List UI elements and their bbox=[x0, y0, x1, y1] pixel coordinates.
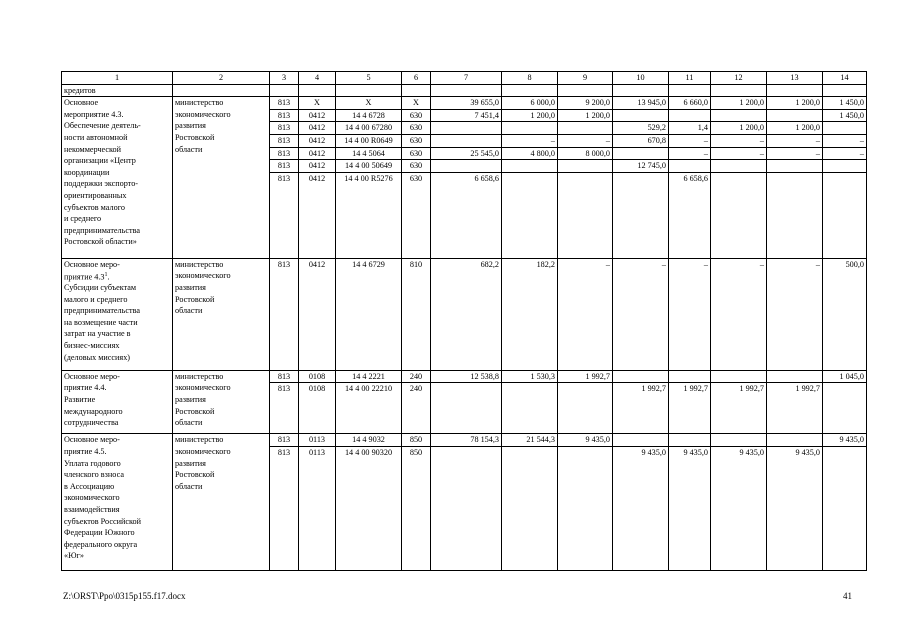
value-cell: 813 bbox=[270, 160, 299, 173]
value-cell bbox=[767, 434, 823, 447]
value-cell: – bbox=[767, 258, 823, 370]
executor-cell bbox=[173, 258, 270, 370]
executor-cell-line: развития bbox=[175, 121, 206, 131]
value-cell bbox=[823, 160, 867, 173]
value-cell bbox=[669, 434, 711, 447]
value-cell: 14 4 5064 bbox=[336, 147, 402, 160]
value-cell: X bbox=[402, 97, 431, 110]
value-cell: 813 bbox=[270, 134, 299, 147]
table-cell bbox=[431, 84, 502, 97]
value-cell: X bbox=[299, 97, 336, 110]
value-cell: 1 045,0 bbox=[823, 370, 867, 383]
table-cell bbox=[402, 84, 431, 97]
activity-name-cell-line: международного bbox=[64, 406, 123, 416]
activity-name-cell bbox=[62, 258, 173, 370]
value-cell: 630 bbox=[402, 134, 431, 147]
value-cell: 810 bbox=[402, 258, 431, 370]
value-cell: – bbox=[669, 258, 711, 370]
executor-cell-line: экономического bbox=[175, 271, 231, 281]
value-cell: 682,2 bbox=[431, 258, 502, 370]
value-cell: 1 200,0 bbox=[767, 97, 823, 110]
value-cell: 9 200,0 bbox=[558, 97, 613, 110]
value-cell: – bbox=[823, 134, 867, 147]
value-cell bbox=[558, 122, 613, 135]
table-cell bbox=[336, 84, 402, 97]
value-cell: 12 538,8 bbox=[431, 370, 502, 383]
value-cell: – bbox=[502, 134, 558, 147]
activity-name-cell-line: предпринимательства bbox=[64, 306, 140, 316]
activity-name-cell-line: малого и среднего bbox=[64, 294, 128, 304]
column-number-cell: 13 bbox=[767, 72, 823, 85]
value-cell: 9 435,0 bbox=[669, 446, 711, 570]
column-number-cell: 6 bbox=[402, 72, 431, 85]
executor-cell-line: Ростовской bbox=[175, 294, 215, 304]
executor-cell-line: экономического bbox=[175, 383, 231, 393]
activity-name-cell-line: мероприятие 4.3. bbox=[64, 109, 124, 119]
value-cell: 9 435,0 bbox=[613, 446, 669, 570]
value-cell: 813 bbox=[270, 109, 299, 122]
activity-name-cell-line: предпринимательства bbox=[64, 225, 140, 235]
value-cell: 630 bbox=[402, 122, 431, 135]
executor-cell-line: министерство bbox=[175, 435, 224, 445]
executor-cell-line: экономического bbox=[175, 109, 231, 119]
executor-cell-line: министерство bbox=[175, 98, 224, 108]
activity-name-cell-line: (деловых миссиях) bbox=[64, 352, 131, 362]
activity-name-cell bbox=[62, 97, 173, 259]
value-cell: 813 bbox=[270, 258, 299, 370]
value-cell bbox=[711, 434, 767, 447]
column-number-cell: 4 bbox=[299, 72, 336, 85]
value-cell bbox=[613, 172, 669, 258]
value-cell: 813 bbox=[270, 446, 299, 570]
value-cell: – bbox=[823, 147, 867, 160]
value-cell: 500,0 bbox=[823, 258, 867, 370]
value-cell: 0412 bbox=[299, 258, 336, 370]
value-cell: – bbox=[767, 147, 823, 160]
value-cell bbox=[669, 370, 711, 383]
value-cell: 182,2 bbox=[502, 258, 558, 370]
value-cell: 14 4 00 R0649 bbox=[336, 134, 402, 147]
value-cell: 850 bbox=[402, 434, 431, 447]
column-number-cell: 7 bbox=[431, 72, 502, 85]
activity-name-cell-line: приятие 4.4. bbox=[64, 383, 107, 393]
value-cell: 813 bbox=[270, 147, 299, 160]
executor-cell-line: Ростовской bbox=[175, 470, 215, 480]
column-number-cell: 10 bbox=[613, 72, 669, 85]
activity-name-cell-line: экономического bbox=[64, 493, 120, 503]
activity-name-cell-line: Уплата годового bbox=[64, 458, 121, 468]
value-cell: 14 4 00 90320 bbox=[336, 446, 402, 570]
value-cell: 14 4 00 R5276 bbox=[336, 172, 402, 258]
value-cell: 39 655,0 bbox=[431, 97, 502, 110]
value-cell: 813 bbox=[270, 122, 299, 135]
footnote-superscript: 1 bbox=[104, 272, 108, 279]
value-cell: – bbox=[558, 134, 613, 147]
value-cell: 7 451,4 bbox=[431, 109, 502, 122]
activity-name-cell-line: некоммерческой bbox=[64, 144, 122, 154]
activity-name-cell-line: затрат на участие в bbox=[64, 329, 131, 339]
executor-cell-line: экономического bbox=[175, 446, 231, 456]
value-cell bbox=[502, 122, 558, 135]
value-cell bbox=[431, 122, 502, 135]
value-cell bbox=[767, 109, 823, 122]
activity-name-cell-line: в Ассоциацию bbox=[64, 481, 115, 491]
executor-cell-line: министерство bbox=[175, 371, 224, 381]
value-cell bbox=[431, 446, 502, 570]
table-row bbox=[62, 72, 867, 85]
value-cell: 6 660,0 bbox=[669, 97, 711, 110]
value-cell: 0108 bbox=[299, 383, 336, 434]
value-cell: 0412 bbox=[299, 122, 336, 135]
value-cell: 13 945,0 bbox=[613, 97, 669, 110]
column-number-cell: 11 bbox=[669, 72, 711, 85]
activity-name-cell-line: Основное меро- bbox=[64, 435, 120, 445]
table-cell bbox=[823, 84, 867, 97]
table-cell bbox=[173, 84, 270, 97]
table-cell bbox=[613, 84, 669, 97]
value-cell bbox=[823, 446, 867, 570]
activity-name-cell-line: на возмещение части bbox=[64, 317, 138, 327]
activity-name-cell-line: «Юг» bbox=[64, 551, 84, 561]
value-cell bbox=[823, 122, 867, 135]
value-cell bbox=[823, 172, 867, 258]
value-cell bbox=[823, 383, 867, 434]
value-cell: 1 200,0 bbox=[711, 122, 767, 135]
value-cell bbox=[558, 383, 613, 434]
value-cell bbox=[558, 160, 613, 173]
value-cell: 6 658,6 bbox=[431, 172, 502, 258]
value-cell: 0113 bbox=[299, 434, 336, 447]
value-cell: – bbox=[711, 258, 767, 370]
column-number-cell: 1 bbox=[62, 72, 173, 85]
value-cell: 25 545,0 bbox=[431, 147, 502, 160]
value-cell bbox=[669, 109, 711, 122]
value-cell bbox=[502, 446, 558, 570]
document-path: Z:\ORST\Ppo\0315p155.f17.docx bbox=[63, 591, 186, 601]
activity-number: приятие 4.3 bbox=[64, 273, 105, 283]
value-cell: 1 200,0 bbox=[502, 109, 558, 122]
value-cell: 14 4 2221 bbox=[336, 370, 402, 383]
column-number-cell: 12 bbox=[711, 72, 767, 85]
table-cell bbox=[767, 84, 823, 97]
column-number-cell: 8 bbox=[502, 72, 558, 85]
executor-cell-line: развития bbox=[175, 458, 206, 468]
column-number-cell: 5 bbox=[336, 72, 402, 85]
value-cell: 240 bbox=[402, 383, 431, 434]
value-cell: – bbox=[613, 258, 669, 370]
value-cell: 813 bbox=[270, 383, 299, 434]
table-cell bbox=[270, 84, 299, 97]
executor-cell-line: Ростовской bbox=[175, 132, 215, 142]
value-cell bbox=[767, 172, 823, 258]
activity-name-cell-line: Основное меро- bbox=[64, 371, 120, 381]
value-cell: 12 745,0 bbox=[613, 160, 669, 173]
value-cell bbox=[767, 370, 823, 383]
value-cell: – bbox=[711, 134, 767, 147]
value-cell bbox=[431, 134, 502, 147]
table-row bbox=[62, 370, 867, 383]
value-cell: 630 bbox=[402, 147, 431, 160]
executor-cell-line: области bbox=[175, 144, 203, 154]
value-cell bbox=[613, 109, 669, 122]
value-cell bbox=[711, 370, 767, 383]
activity-name-cell-line: ности автономной bbox=[64, 132, 128, 142]
value-cell bbox=[502, 383, 558, 434]
activity-name-cell-line: Основное bbox=[64, 98, 99, 108]
column-number-cell: 14 bbox=[823, 72, 867, 85]
value-cell: 1 450,0 bbox=[823, 97, 867, 110]
value-cell: 14 4 9032 bbox=[336, 434, 402, 447]
table-cell bbox=[299, 84, 336, 97]
value-cell: 78 154,3 bbox=[431, 434, 502, 447]
value-cell: 1 992,7 bbox=[613, 383, 669, 434]
executor-cell-line: области bbox=[175, 418, 203, 428]
activity-name-cell-line: ориентированных bbox=[64, 190, 127, 200]
value-cell: 1 992,7 bbox=[711, 383, 767, 434]
value-cell: – bbox=[767, 134, 823, 147]
value-cell bbox=[613, 434, 669, 447]
value-cell: 14 4 6728 bbox=[336, 109, 402, 122]
value-cell: 0412 bbox=[299, 172, 336, 258]
activity-name-cell-line: сотрудничества bbox=[64, 418, 119, 428]
value-cell bbox=[767, 160, 823, 173]
value-cell: – bbox=[711, 147, 767, 160]
value-cell: 9 435,0 bbox=[711, 446, 767, 570]
value-cell: 14 4 00 22210 bbox=[336, 383, 402, 434]
value-cell: 630 bbox=[402, 172, 431, 258]
value-cell: 1 200,0 bbox=[767, 122, 823, 135]
executor-cell-line: развития bbox=[175, 282, 206, 292]
activity-name-cell bbox=[62, 434, 173, 571]
value-cell: 813 bbox=[270, 434, 299, 447]
value-cell: 813 bbox=[270, 97, 299, 110]
value-cell: 0412 bbox=[299, 160, 336, 173]
value-cell: 9 435,0 bbox=[558, 434, 613, 447]
value-cell bbox=[613, 370, 669, 383]
value-cell: 14 4 00 67280 bbox=[336, 122, 402, 135]
activity-name-cell-line: и среднего bbox=[64, 214, 102, 224]
table-row bbox=[62, 97, 867, 110]
value-cell: 14 4 00 50649 bbox=[336, 160, 402, 173]
value-cell: – bbox=[669, 134, 711, 147]
activity-name-cell bbox=[62, 370, 173, 434]
value-cell bbox=[711, 109, 767, 122]
value-cell: 14 4 6729 bbox=[336, 258, 402, 370]
value-cell: 1 992,7 bbox=[669, 383, 711, 434]
value-cell bbox=[431, 383, 502, 434]
value-cell: 1 992,7 bbox=[558, 370, 613, 383]
executor-cell bbox=[173, 370, 270, 434]
table-row bbox=[62, 84, 867, 97]
value-cell: – bbox=[558, 258, 613, 370]
activity-name-cell-line: организации «Центр bbox=[64, 156, 136, 166]
activity-name-cell-line: субъектов малого bbox=[64, 202, 125, 212]
table-cell bbox=[502, 84, 558, 97]
value-cell bbox=[669, 160, 711, 173]
value-cell: 1 200,0 bbox=[558, 109, 613, 122]
value-cell: 630 bbox=[402, 109, 431, 122]
executor-cell bbox=[173, 97, 270, 259]
value-cell: 8 000,0 bbox=[558, 147, 613, 160]
activity-name-cell-line: взаимодействия bbox=[64, 504, 120, 514]
activity-name-cell-line: Субсидии субъектам bbox=[64, 282, 137, 292]
table-row bbox=[62, 258, 867, 370]
activity-name-cell-line: членского взноса bbox=[64, 470, 124, 480]
activity-name-cell-line: приятие 4.5. bbox=[64, 446, 107, 456]
value-cell: 6 000,0 bbox=[502, 97, 558, 110]
value-cell: 1 450,0 bbox=[823, 109, 867, 122]
value-cell: 850 bbox=[402, 446, 431, 570]
value-cell: 4 800,0 bbox=[502, 147, 558, 160]
value-cell: 0113 bbox=[299, 446, 336, 570]
activity-name-cell-line: Обеспечение деятель- bbox=[64, 121, 141, 131]
value-cell: 813 bbox=[270, 370, 299, 383]
value-cell: 1,4 bbox=[669, 122, 711, 135]
activity-name-cell-line: приятие $4.3^1$. bbox=[64, 272, 110, 283]
value-cell: 240 bbox=[402, 370, 431, 383]
table-cell bbox=[711, 84, 767, 97]
value-cell: 0412 bbox=[299, 147, 336, 160]
executor-cell-line: Ростовской bbox=[175, 406, 215, 416]
value-cell: 1 992,7 bbox=[767, 383, 823, 434]
value-cell: 529,2 bbox=[613, 122, 669, 135]
table-cell bbox=[669, 84, 711, 97]
value-cell bbox=[558, 446, 613, 570]
activity-name-cell-line: Федерации Южного bbox=[64, 528, 135, 538]
value-cell: 0108 bbox=[299, 370, 336, 383]
value-cell: 813 bbox=[270, 172, 299, 258]
activity-name-cell-line: Основное меро- bbox=[64, 259, 120, 269]
value-cell: 21 544,3 bbox=[502, 434, 558, 447]
value-cell: 630 bbox=[402, 160, 431, 173]
table-row bbox=[62, 434, 867, 447]
activity-name-cell-line: координации bbox=[64, 167, 110, 177]
executor-cell bbox=[173, 434, 270, 571]
activity-name-cell-line: федерального округа bbox=[64, 539, 138, 549]
activity-name-cell-line: субъектов Российской bbox=[64, 516, 142, 526]
executor-cell-line: министерство bbox=[175, 259, 224, 269]
value-cell bbox=[558, 172, 613, 258]
value-cell bbox=[502, 160, 558, 173]
page-number: 41 bbox=[843, 591, 852, 601]
value-cell bbox=[431, 160, 502, 173]
value-cell: 9 435,0 bbox=[823, 434, 867, 447]
activity-name-cell-line: Развитие bbox=[64, 394, 96, 404]
column-number-cell: 2 bbox=[173, 72, 270, 85]
continuation-text-cell: кредитов bbox=[62, 84, 173, 97]
value-cell: 1 200,0 bbox=[711, 97, 767, 110]
value-cell bbox=[502, 172, 558, 258]
executor-cell-line: области bbox=[175, 481, 203, 491]
value-cell: 0412 bbox=[299, 109, 336, 122]
value-cell: – bbox=[669, 147, 711, 160]
value-cell: 6 658,6 bbox=[669, 172, 711, 258]
executor-cell-line: развития bbox=[175, 394, 206, 404]
value-cell bbox=[711, 160, 767, 173]
value-cell: X bbox=[336, 97, 402, 110]
table-cell bbox=[558, 84, 613, 97]
column-number-cell: 3 bbox=[270, 72, 299, 85]
column-number-cell: 9 bbox=[558, 72, 613, 85]
value-cell: 9 435,0 bbox=[767, 446, 823, 570]
budget-table bbox=[61, 71, 867, 571]
activity-name-cell-line: Ростовской области» bbox=[64, 237, 137, 247]
value-cell bbox=[711, 172, 767, 258]
executor-cell-line: области bbox=[175, 306, 203, 316]
value-cell: 1 530,3 bbox=[502, 370, 558, 383]
activity-name-cell-line: поддержки экспорто- bbox=[64, 179, 139, 189]
value-cell bbox=[613, 147, 669, 160]
value-cell: 0412 bbox=[299, 134, 336, 147]
value-cell: 670,8 bbox=[613, 134, 669, 147]
activity-name-cell-line: бизнес-миссиях bbox=[64, 340, 120, 350]
